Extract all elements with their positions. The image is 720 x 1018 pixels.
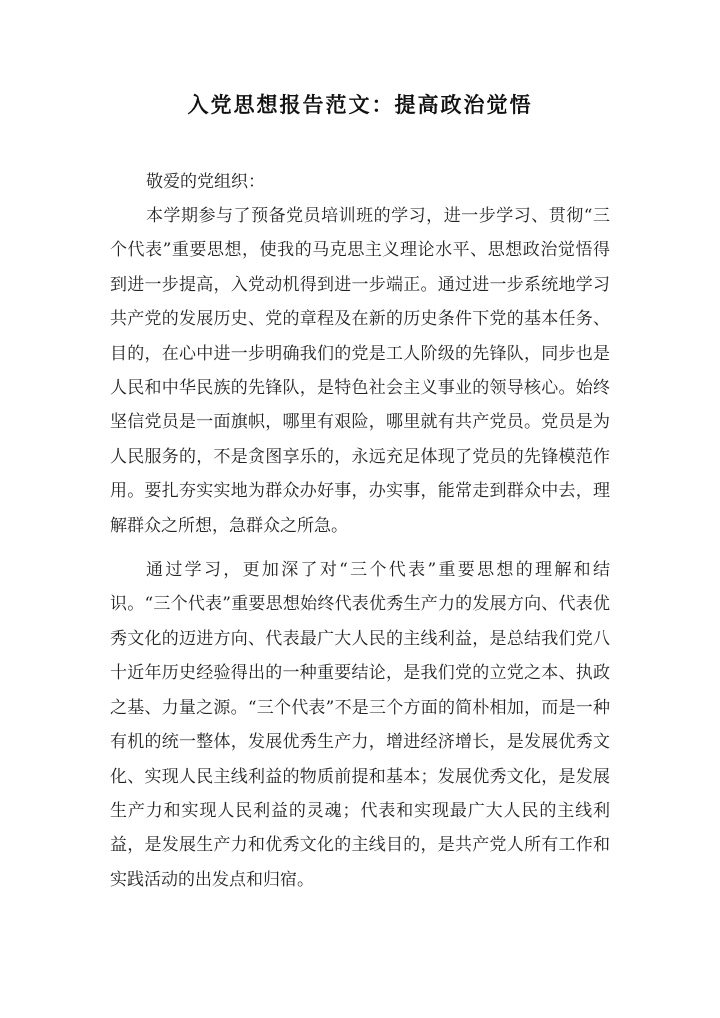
paragraph-1: 本学期参与了预备党员培训班的学习，进一步学习、贯彻“三个代表”重要思想，使我的马克思主义理论水平、思想政治觉悟得到进一步提高，入党动机得到进一步端正。通过进一步系统地学习共产党的发展历史、党的章程及在新的历史条件下党的基本任务、目的，在心中进一步明确我们的党是工人阶级的先锋队，同步也是人民和中华民族的先锋队，是特色社会主义事业的领导核心。始终坚信党员是一面旗帜，哪里有艰险，哪里就有共产党员。党员是为人民服务的，不是贪图享乐的，永远充足体现了党员的先锋模范作用。要扎夯实实地为群众办好事，办实事，能常走到群众中去，理解群众之所想，急群众之所急。 [110,206,610,536]
paragraph-2: 通过学习，更加深了对“三个代表”重要思想的理解和结识。“三个代表”重要思想始终代表优秀生产力的发展方向、代表优秀文化的迈进方向、代表最广大人民的主线利益，是总结我们党八十近年历史经验得出的一种重要结论，是我们党的立党之本、执政之基、力量之源。“三个代表”不是三个方面的简朴相加，而是一种有机的统一整体，发展优秀生产力，增进经济增长，是发展优秀文化、实现人民主线利益的物质前提和基本；发展优秀文化，是发展生产力和实现人民利益的灵魂；代表和实现最广大人民的主线利益，是发展生产力和优秀文化的主线目的，是共产党人所有工作和实践活动的出发点和归宿。 [110,560,610,890]
document-body [110,165,610,897]
document-title: 入党思想报告范文：提高政治觉悟 [187,92,533,117]
salutation: 敬爱的党组织： [146,172,265,192]
